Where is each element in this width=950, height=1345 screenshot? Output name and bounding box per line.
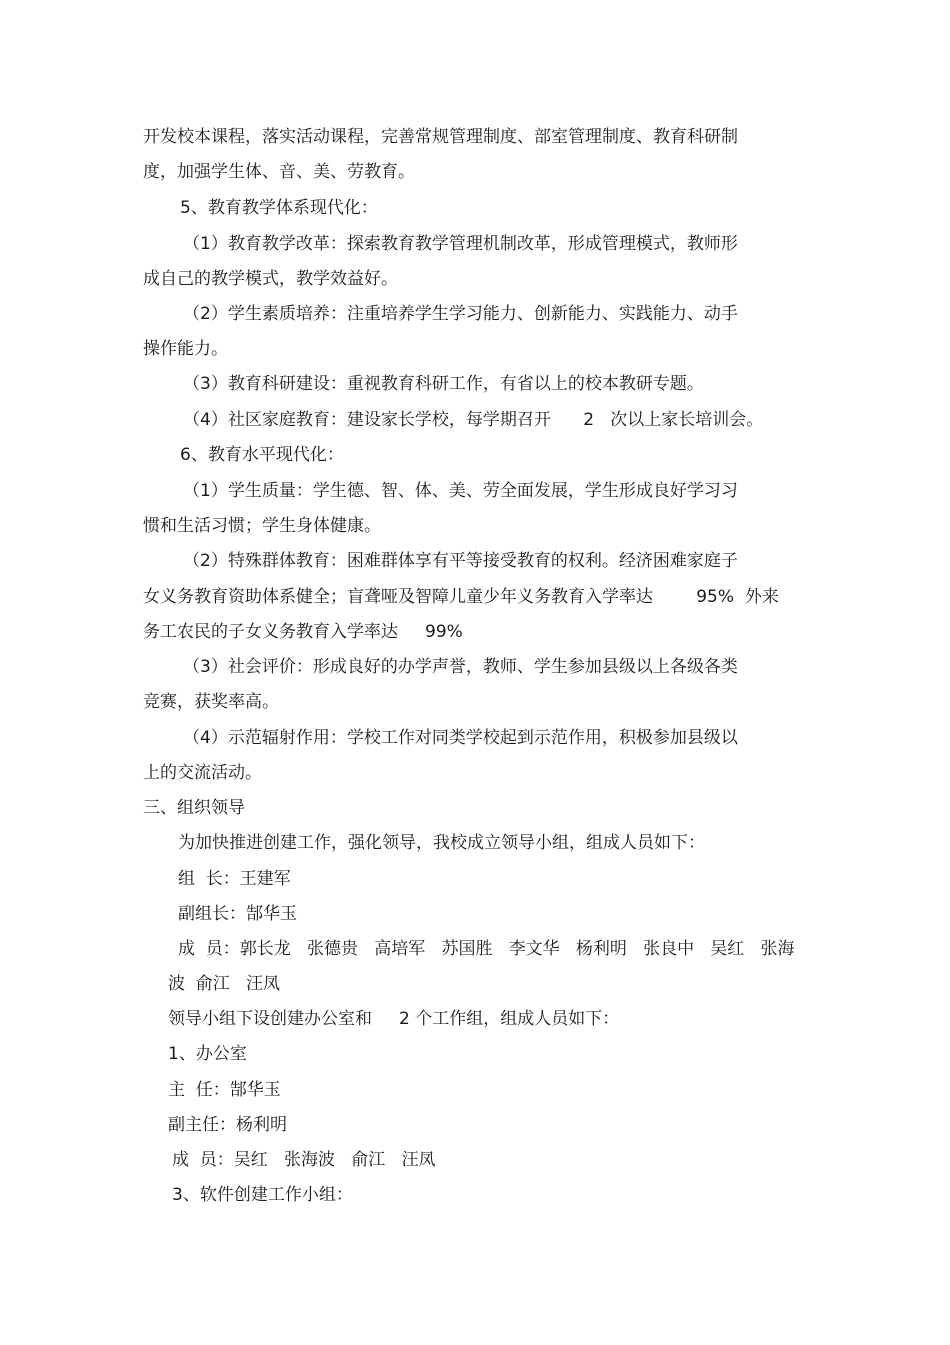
text-line: （2）特殊群体教育：困难群体享有平等接受教育的权利。经济困难家庭子 (183, 551, 738, 571)
text-line: 务工农民的子女义务教育入学率达 99% (143, 622, 463, 642)
text-line: （1）学生质量：学生德、智、体、美、劳全面发展，学生形成良好学习习 (183, 481, 738, 501)
text-line: （4）示范辐射作用：学校工作对同类学校起到示范作用，积极参加县级以 (183, 728, 738, 748)
text-line: 波 俞江 汪凤 (168, 974, 281, 994)
text-line: 领导小组下设创建办公室和 2 个工作组，组成人员如下： (168, 1009, 620, 1029)
section-heading: 三、组织领导 (143, 798, 245, 818)
text-line: （4）社区家庭教育：建设家长学校，每学期召开 2 次以上家长培训会。 (183, 410, 764, 430)
text-line: 开发校本课程，落实活动课程，完善常规管理制度、部室管理制度、教育科研制 (143, 127, 738, 147)
text-line: 1、办公室 (168, 1044, 247, 1064)
text-line: （3）社会评价：形成良好的办学声誉，教师、学生参加县级以上各级各类 (183, 657, 738, 677)
text-line: 成自己的教学模式，教学效益好。 (143, 269, 398, 289)
text-line: （2）学生素质培养：注重培养学生学习能力、创新能力、实践能力、动手 (183, 304, 738, 324)
text-line: 副主任：杨利明 (168, 1115, 287, 1135)
text-line: 女义务教育资助体系健全；盲聋哑及智障儿童少年义务教育入学率达 95% 外来 (143, 587, 779, 607)
text-line: 组 长：王建军 (178, 869, 291, 889)
text-line: 上的交流活动。 (143, 763, 262, 783)
text-line: 成 员：吴红 张海波 俞江 汪凤 (172, 1150, 436, 1170)
text-line: 为加快推进创建工作，强化领导，我校成立领导小组，组成人员如下： (178, 833, 705, 853)
text-line: 主 任：郜华玉 (168, 1080, 281, 1100)
text-line: 操作能力。 (143, 339, 228, 359)
text-line: 度，加强学生体、音、美、劳教育。 (143, 162, 415, 182)
text-line: 5、教育教学体系现代化： (180, 198, 378, 218)
text-line: 竞赛，获奖率高。 (143, 692, 279, 712)
text-line: （3）教育科研建设：重视教育科研工作，有省以上的校本教研专题。 (183, 374, 704, 394)
text-line: 成 员：郭长龙 张德贵 高培军 苏国胜 李文华 杨利明 张良中 吴红 张海 (178, 939, 795, 959)
text-line: 副组长：郜华玉 (178, 904, 297, 924)
text-line: （1）教育教学改革：探索教育教学管理机制改革，形成管理模式，教师形 (183, 234, 738, 254)
text-line: 6、教育水平现代化： (180, 445, 344, 465)
text-line: 3、软件创建工作小组： (172, 1185, 353, 1205)
text-line: 惯和生活习惯；学生身体健康。 (143, 516, 381, 536)
